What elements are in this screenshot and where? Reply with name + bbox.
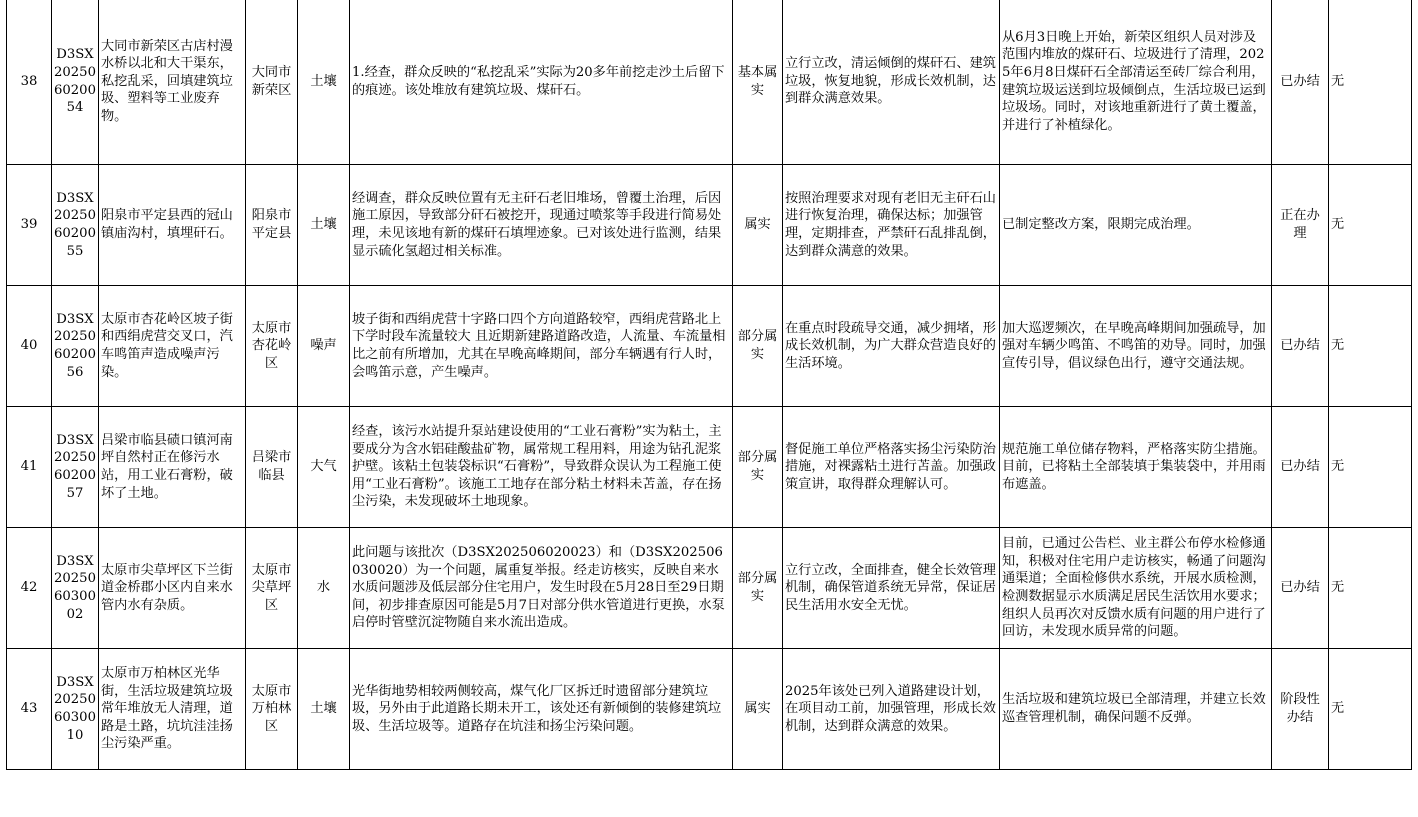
rectification-progress-cell: 规范施工单位储存物料，严格落实防尘措施。目前，已将粘土全部装填于集装袋中，并用雨布遮盖。: [1000, 407, 1272, 528]
accountability-cell: 无: [1329, 407, 1412, 528]
pollution-type-cell: 土壤: [298, 165, 350, 286]
rectification-measures-cell: 立行立改，清运倾倒的煤矸石、建筑垃圾，恢复地貌，形成长效机制，达到群众满意效果。: [783, 0, 1000, 165]
table-row: [7, 407, 1412, 528]
handling-status-cell: 阶段性办结: [1272, 649, 1329, 770]
rectification-measures-cell: 立行立改，全面排查，健全长效管理机制，确保管道系统无异常，保证居民生活用水安全无忧。: [783, 528, 1000, 649]
case-code-cell: D3SX202506020057: [52, 407, 99, 528]
complaint-content-cell: 太原市杏花岭区坡子街和西绢虎营交叉口，汽车鸣笛声造成噪声污染。: [99, 286, 246, 407]
table-row: [7, 649, 1412, 770]
case-code-cell: D3SX202506020054: [52, 0, 99, 165]
investigation-result-cell: 光华街地势相较两侧较高，煤气化厂区拆迁时遗留部分建筑垃圾，另外由于此道路长期未开工，该处还有新倾倒的装修建筑垃圾、生活垃圾等。道路存在坑洼和扬尘污染问题。: [350, 649, 733, 770]
investigation-result-cell: 1.经查，群众反映的“私挖乱采”实际为20多年前挖走沙土后留下的痕迹。该处堆放有建筑垃圾、煤矸石。: [350, 0, 733, 165]
investigation-result-cell: 经查，该污水站提升泵站建设使用的“工业石膏粉”实为粘土，主要成分为含水铝硅酸盐矿物，属常规工程用料，用途为钻孔泥浆护壁。该粘土包装袋标识“石膏粉”，导致群众误认为工程施工使用“工业石膏粉”。该施工工地存在部分粘土材料未苫盖，存在扬尘污染，未发现破坏土地现象。: [350, 407, 733, 528]
district-cell: 太原市尖草坪区: [246, 528, 298, 649]
accountability-cell: 无: [1329, 286, 1412, 407]
rectification-measures-cell: 按照治理要求对现有老旧无主矸石山进行恢复治理，确保达标；加强管理，定期排查，严禁矸石乱排乱倒，达到群众满意的效果。: [783, 165, 1000, 286]
case-code-cell: D3SX202506020055: [52, 165, 99, 286]
verdict-cell: 基本属实: [733, 0, 783, 165]
handling-status-cell: 已办结: [1272, 0, 1329, 165]
complaint-content-cell: 大同市新荣区古店村漫水桥以北和大干渠东，私挖乱采，回填建筑垃圾、塑料等工业废弃物。: [99, 0, 246, 165]
table-row: [7, 165, 1412, 286]
rectification-progress-cell: 目前，已通过公告栏、业主群公布停水检修通知，积极对住宅用户走访核实，畅通了问题沟通渠道；全面检修供水系统，开展水质检测，检测数据显示水质满足居民生活饮用水要求；组织人员再次对反馈水质有问题的用户进行了回访，未发现水质异常的问题。: [1000, 528, 1272, 649]
district-cell: 吕梁市临县: [246, 407, 298, 528]
row-number-cell: 38: [7, 0, 52, 165]
table-body: [7, 0, 1412, 770]
complaint-content-cell: 吕梁市临县碛口镇河南坪自然村正在修污水站，用工业石膏粉，破坏了土地。: [99, 407, 246, 528]
row-number-cell: 39: [7, 165, 52, 286]
pollution-type-cell: 土壤: [298, 0, 350, 165]
accountability-cell: 无: [1329, 528, 1412, 649]
verdict-cell: 部分属实: [733, 528, 783, 649]
verdict-cell: 属实: [733, 165, 783, 286]
row-number-cell: 41: [7, 407, 52, 528]
accountability-cell: 无: [1329, 649, 1412, 770]
rectification-progress-cell: 已制定整改方案，限期完成治理。: [1000, 165, 1272, 286]
investigation-result-cell: 坡子街和西绢虎营十字路口四个方向道路较窄，西绢虎营路北上下学时段车流量较大 且近期新建路道路改造，人流量、车流量相比之前有所增加，尤其在早晚高峰期间，部分车辆遇有行人时，会鸣笛示意，产生噪声。: [350, 286, 733, 407]
district-cell: 阳泉市平定县: [246, 165, 298, 286]
case-code-cell: D3SX202506030010: [52, 649, 99, 770]
complaint-content-cell: 太原市尖草坪区下兰街道金桥郡小区内自来水管内水有杂质。: [99, 528, 246, 649]
table-row: [7, 286, 1412, 407]
row-number-cell: 40: [7, 286, 52, 407]
rectification-progress-cell: 加大巡逻频次，在早晚高峰期间加强疏导，加强对车辆少鸣笛、不鸣笛的劝导。同时，加强宣传引导，倡议绿色出行，遵守交通法规。: [1000, 286, 1272, 407]
row-number-cell: 43: [7, 649, 52, 770]
verdict-cell: 部分属实: [733, 286, 783, 407]
table-row: [7, 528, 1412, 649]
verdict-cell: 部分属实: [733, 407, 783, 528]
verdict-cell: 属实: [733, 649, 783, 770]
district-cell: 太原市万柏林区: [246, 649, 298, 770]
rectification-measures-cell: 督促施工单位严格落实扬尘污染防治措施，对裸露粘土进行苫盖。加强政策宣讲，取得群众理解认可。: [783, 407, 1000, 528]
rectification-progress-cell: 从6月3日晚上开始，新荣区组织人员对涉及范围内堆放的煤矸石、垃圾进行了清理，2025年6月8日煤矸石全部清运至砖厂综合利用，建筑垃圾运送到垃圾倾倒点，生活垃圾已运到垃圾场。同时，对该地重新进行了黄土覆盖，并进行了补植绿化。: [1000, 0, 1272, 165]
handling-status-cell: 已办结: [1272, 528, 1329, 649]
accountability-cell: 无: [1329, 165, 1412, 286]
pollution-type-cell: 噪声: [298, 286, 350, 407]
handling-status-cell: 已办结: [1272, 407, 1329, 528]
pollution-type-cell: 土壤: [298, 649, 350, 770]
investigation-result-cell: 经调查，群众反映位置有无主矸石老旧堆场，曾覆土治理，后因施工原因，导致部分矸石被挖开，现通过喷浆等手段进行简易处理，未见该地有新的煤矸石填埋迹象。已对该处进行监测，结果显示硫化氢超过相关标准。: [350, 165, 733, 286]
rectification-measures-cell: 在重点时段疏导交通，减少拥堵，形成长效机制，为广大群众营造良好的生活环境。: [783, 286, 1000, 407]
case-code-cell: D3SX202506030002: [52, 528, 99, 649]
accountability-cell: 无: [1329, 0, 1412, 165]
pollution-type-cell: 大气: [298, 407, 350, 528]
case-code-cell: D3SX202506020056: [52, 286, 99, 407]
handling-status-cell: 正在办理: [1272, 165, 1329, 286]
complaint-content-cell: 太原市万柏林区光华街，生活垃圾建筑垃圾常年堆放无人清理，道路是土路，坑坑洼洼扬尘污染严重。: [99, 649, 246, 770]
row-number-cell: 42: [7, 528, 52, 649]
district-cell: 太原市杏花岭区: [246, 286, 298, 407]
complaint-table: [6, 0, 1412, 770]
pollution-type-cell: 水: [298, 528, 350, 649]
table-row: [7, 0, 1412, 165]
rectification-progress-cell: 生活垃圾和建筑垃圾已全部清理，并建立长效巡查管理机制，确保问题不反弹。: [1000, 649, 1272, 770]
investigation-result-cell: 此问题与该批次（D3SX202506020023）和（D3SX202506030020）为一个问题，属重复举报。经走访核实，反映自来水水质问题涉及低层部分住宅用户，发生时段在5月28日至29日期间，初步排查原因可能是5月7日对部分供水管道进行更换，水泵启停时管壁沉淀物随自来水流出造成。: [350, 528, 733, 649]
complaint-content-cell: 阳泉市平定县西的冠山镇庙沟村，填埋矸石。: [99, 165, 246, 286]
district-cell: 大同市新荣区: [246, 0, 298, 165]
handling-status-cell: 已办结: [1272, 286, 1329, 407]
rectification-measures-cell: 2025年该处已列入道路建设计划，在项目动工前，加强管理，形成长效机制，达到群众满意的效果。: [783, 649, 1000, 770]
